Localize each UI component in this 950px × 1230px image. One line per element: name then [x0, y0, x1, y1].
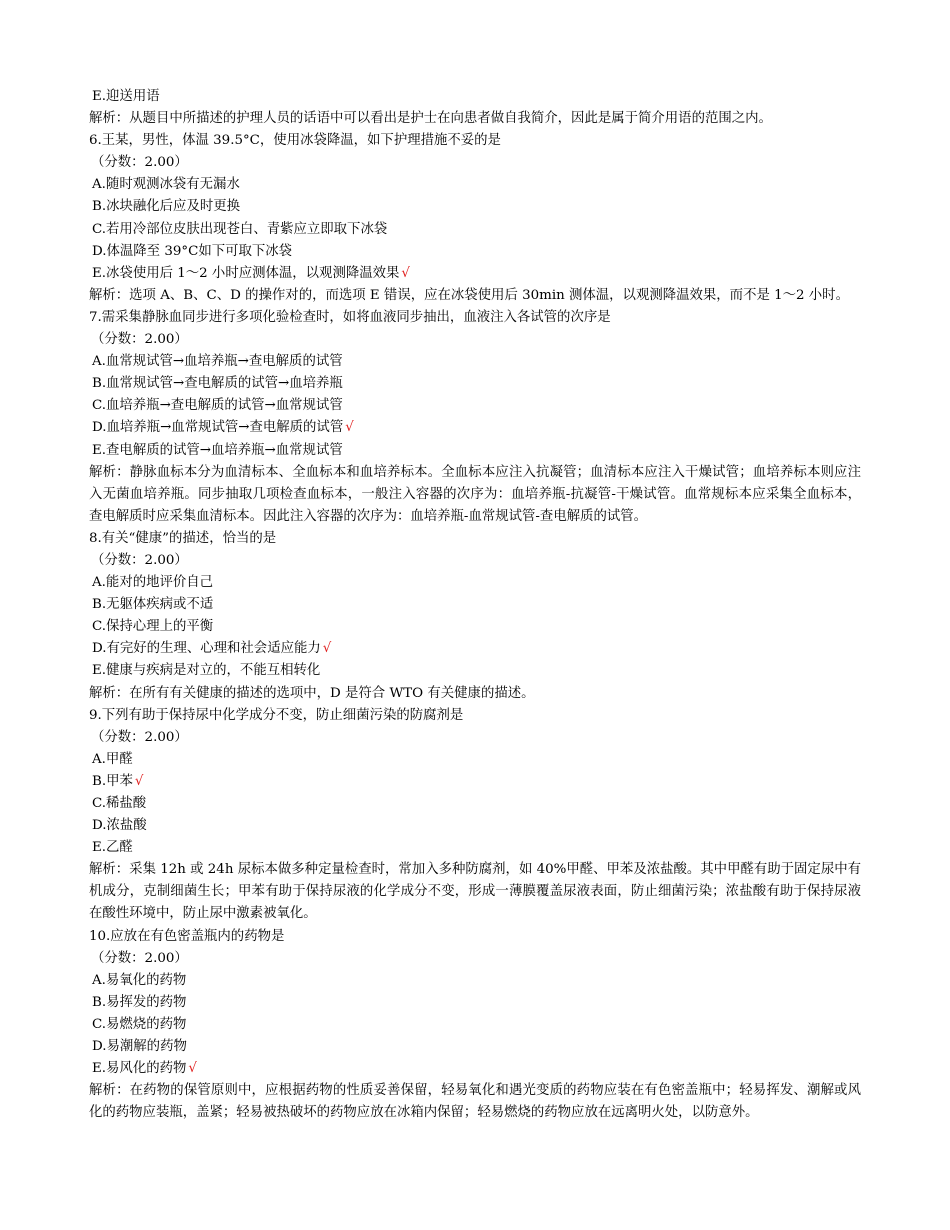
option-line — [89, 417, 861, 439]
option-line — [89, 373, 861, 395]
question-score: （分数：2.00） — [91, 552, 188, 568]
correct-mark: √ — [134, 773, 144, 789]
question-stem: 8.有关“健康”的描述，恰当的是 — [89, 530, 277, 546]
correct-mark: √ — [345, 420, 354, 436]
option-line — [89, 970, 861, 992]
option-text: C.稀盐酸 — [92, 796, 147, 811]
option-text: C.保持心理上的平衡 — [92, 619, 214, 635]
option-line — [89, 263, 861, 285]
correct-mark: √ — [322, 641, 332, 657]
option-line — [89, 1014, 861, 1036]
option-text: A.随时观测冰袋有无漏水 — [92, 177, 240, 193]
option-text: C.易燃烧的药物 — [92, 1016, 187, 1032]
question-stem: 7.需采集静脉血同步进行多项化验检查时，如将血液同步抽出，血液注入各试管的次序是 — [89, 309, 611, 325]
option-text: B.血常规试管→查电解质的试管→血培养瓶 — [92, 376, 343, 392]
option-text: D.易潮解的药物 — [92, 1039, 187, 1055]
option-text: E.乙醛 — [92, 840, 133, 856]
option-text: D.体温降至 39°C如下可取下冰袋 — [92, 243, 293, 259]
option-text: E.查电解质的试管→血培养瓶→血常规试管 — [92, 442, 343, 458]
correct-mark: √ — [401, 265, 410, 281]
option-line — [89, 749, 861, 771]
explanation-text: 解析：选项 A、B、C、D 的操作对的，而选项 E 错误，应在冰袋使用后 30min 测体温，以观测降温效果，而不是 1～2 小时。 — [89, 287, 849, 303]
document-body — [89, 86, 861, 1124]
option-line — [89, 351, 861, 373]
question-block — [89, 307, 861, 528]
option-line — [89, 992, 861, 1014]
option-text: B.甲苯 — [92, 773, 133, 789]
question-stem: 9.下列有助于保持尿中化学成分不变，防止细菌污染的防腐剂是 — [89, 707, 464, 723]
option-text: B.易挥发的药物 — [92, 994, 187, 1010]
question-score: （分数：2.00） — [91, 155, 188, 171]
option-line — [89, 616, 861, 638]
option-line — [89, 660, 861, 682]
option-line — [89, 241, 861, 263]
correct-mark: √ — [188, 1061, 197, 1077]
option-text: C.血培养瓶→查电解质的试管→血常规试管 — [92, 398, 343, 414]
option-text: E.易风化的药物 — [92, 1061, 187, 1077]
question-stem: 10.应放在有色密盖瓶内的药物是 — [89, 928, 285, 944]
option-line — [89, 1036, 861, 1058]
option-line — [89, 837, 861, 859]
question-block — [89, 130, 861, 307]
option-text: C.若用冷部位皮肤出现苍白、青紫应立即取下冰袋 — [92, 221, 388, 237]
option-line — [89, 594, 861, 616]
option-line — [89, 572, 861, 594]
explanation-text: 解析：在所有有关健康的描述的选项中，D 是符合 WTO 有关健康的描述。 — [89, 685, 535, 701]
option-text: B.无躯体疾病或不适 — [92, 597, 214, 613]
option-line — [89, 440, 861, 462]
option-line — [89, 219, 861, 241]
option-line — [89, 815, 861, 837]
option-line — [89, 196, 861, 218]
option-text: E.健康与疾病是对立的，不能互相转化 — [92, 663, 321, 679]
question-stem: 6.王某，男性，体温 39.5°C，使用冰袋降温，如下护理措施不妥的是 — [89, 133, 501, 149]
question-score: （分数：2.00） — [91, 950, 188, 966]
question-score: （分数：2.00） — [91, 729, 188, 745]
option-line — [89, 395, 861, 417]
option-line — [89, 1058, 861, 1080]
option-text: A.能对的地评价自己 — [92, 575, 214, 591]
explanation-text: 解析：在药物的保管原则中，应根据药物的性质妥善保留，轻易氧化和遇光变质的药物应装在有色密盖瓶中；轻易挥发、潮解或风化的药物应装瓶，盖紧；轻易被热破坏的药物应放在冰箱内保留；轻易燃烧的药物应放在远离明火处，以防意外。 — [89, 1083, 861, 1121]
explanation-text: 解析：采集 12h 或 24h 尿标本做多种定量检查时，常加入多种防腐剂，如 40%甲醛、甲苯及浓盐酸。其中甲醛有助于固定尿中有机成分，克制细菌生长；甲苯有助于保持尿液的化学成分不变，形成一薄膜覆盖尿液表面，防止细菌污染；浓盐酸有助于保持尿液在酸性环境中，防止尿中激素被氧化。 — [89, 862, 861, 922]
option-line — [89, 638, 861, 660]
option-line — [89, 174, 861, 196]
option-line: E.迎送用语 — [92, 89, 160, 104]
option-text: A.血常规试管→血培养瓶→查电解质的试管 — [92, 354, 343, 370]
option-line — [89, 793, 861, 815]
explanation-text: 解析：静脉血标本分为血清标本、全血标本和血培养标本。全血标本应注入抗凝管；血清标本应注入干燥试管；血培养标本则应注入无菌血培养瓶。同步抽取几项检查血标本，一般注入容器的次序为：血培养瓶-抗凝管-干燥试管。血常规标本应采集全血标本，查电解质时应采集血清标本。因此注入容器的次序为：血培养瓶-血常规试管-查电解质的试管。 — [89, 464, 861, 524]
option-text: E.冰袋使用后 1～2 小时应测体温，以观测降温效果 — [92, 265, 400, 281]
option-text: D.有完好的生理、心理和社会适应能力 — [92, 641, 321, 657]
question-block — [89, 528, 861, 705]
question-score: （分数：2.00） — [91, 332, 188, 348]
option-text: D.血培养瓶→血常规试管→查电解质的试管 — [92, 420, 344, 436]
explanation-text: 解析：从题目中所描述的护理人员的话语中可以看出是护士在向患者做自我简介，因此是属于简介用语的范围之内。 — [89, 111, 772, 127]
option-text: A.甲醛 — [92, 751, 133, 767]
option-text: D.浓盐酸 — [92, 818, 147, 834]
question-block — [89, 926, 861, 1125]
option-text: A.易氧化的药物 — [92, 972, 187, 988]
option-line — [89, 771, 861, 793]
option-text: B.冰块融化后应及时更换 — [92, 199, 241, 215]
question-block — [89, 705, 861, 926]
